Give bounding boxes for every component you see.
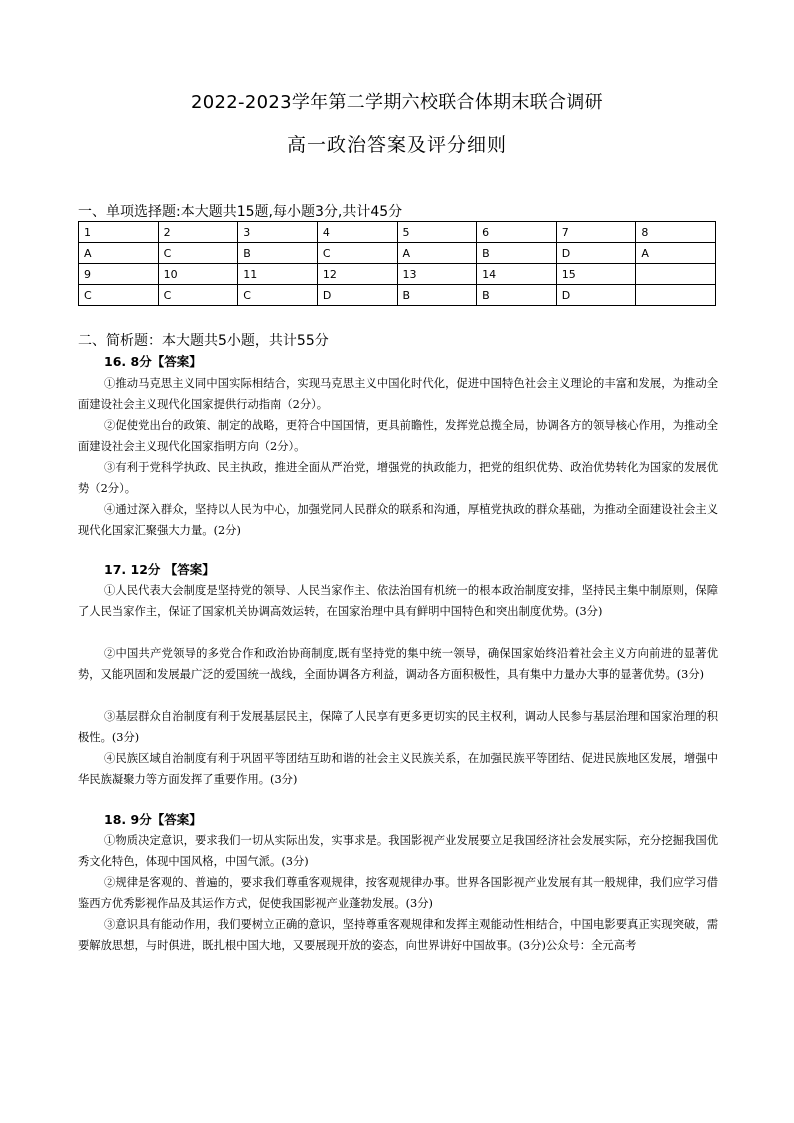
table-cell: 1 [79,222,159,243]
table-cell [636,285,716,306]
table-cell: B [238,243,318,264]
q16-point-2: ②促使党出台的政策、制定的战略，更符合中国国情，更具前瞻性，发挥党总揽全局，协调各方的领导核心作用，为推动全面建设社会主义现代化国家指明方向（2分）。 [78,419,718,454]
section1-heading: 一、单项选择题:本大题共15题,每小题3分,共计45分 [78,204,403,220]
table-cell: 8 [636,222,716,243]
table-cell: B [397,285,477,306]
table-cell: A [79,243,159,264]
table-cell: B [477,243,557,264]
table-cell: 15 [556,264,636,285]
q17-point-1: ①人民代表大会制度是坚持党的领导、人民当家作主、依法治国有机统一的根本政治制度安排，坚持民主集中制原则，保障了人民当家作主，保证了国家机关协调高效运转，在国家治理中具有鲜明中国特色和突出制度优势。(3分) [78,584,718,619]
q16-point-1: ①推动马克思主义同中国实际相结合，实现马克思主义中国化时代化，促进中国特色社会主义理论的丰富和发展，为推动全面建设社会主义现代化国家提供行动指南（2分）。 [78,377,718,412]
table-cell: 12 [317,264,397,285]
q18-point-1: ①物质决定意识，要求我们一切从实际出发，实事求是。我国影视产业发展要立足我国经济社会发展实际，充分挖掘我国优秀文化特色，体现中国风格，中国气派。(3分) [78,834,718,869]
table-cell: 11 [238,264,318,285]
q17-point-4: ④民族区域自治制度有利于巩固平等团结互助和谐的社会主义民族关系，在加强民族平等团结、促进民族地区发展，增强中华民族凝聚力等方面发挥了重要作用。(3分) [78,752,718,787]
table-cell: 3 [238,222,318,243]
table-row [79,243,716,264]
q18-point-3: ③意识具有能动作用，我们要树立正确的意识，坚持尊重客观规律和发挥主观能动性相结合，中国电影要真正实现突破，需要解放思想，与时俱进，既扎根中国大地，又要展现开放的姿态，向世界讲好中国故事。(3分)公众号：全元高考 [78,918,718,953]
table-cell: 2 [158,222,238,243]
q16-point-4: ④通过深入群众，坚持以人民为中心，加强党同人民群众的联系和沟通，厚植党执政的群众基础，为推动全面建设社会主义现代化国家汇聚强大力量。(2分) [78,503,718,538]
table-cell [636,264,716,285]
q18-point-2: ②规律是客观的、普遍的，要求我们尊重客观规律，按客观规律办事。世界各国影视产业发展有其一般规律，我们应学习借鉴西方优秀影视作品及其运作方式，促使我国影视产业蓬勃发展。(3分) [78,876,718,911]
q17-point-2: ②中国共产党领导的多党合作和政治协商制度,既有坚持党的集中统一领导，确保国家始终沿着社会主义方向前进的显著优势，又能巩固和发展最广泛的爱国统一战线，全面协调各方利益，调动各方面积极性，具有集中力量办大事的显著优势。(3分) [78,647,718,682]
answer-table [78,221,716,306]
q16-point-3: ③有利于党科学执政、民主执政，推进全面从严治党，增强党的执政能力，把党的组织优势、政治优势转化为国家的发展优势（2分）。 [78,461,718,496]
table-row [79,264,716,285]
document-subtitle: 高一政治答案及评分细则 [286,134,507,156]
table-cell: C [79,285,159,306]
table-cell: 6 [477,222,557,243]
q18-heading: 18. 9分【答案】 [104,812,202,827]
q17-heading: 17. 12分 【答案】 [104,562,215,577]
table-cell: 9 [79,264,159,285]
table-cell: C [238,285,318,306]
table-cell: 10 [158,264,238,285]
table-cell: 4 [317,222,397,243]
table-cell: 7 [556,222,636,243]
table-cell: D [317,285,397,306]
table-cell: C [158,243,238,264]
q17-point-3: ③基层群众自治制度有利于发展基层民主，保障了人民享有更多更切实的民主权利，调动人民参与基层治理和国家治理的积极性。(3分) [78,710,718,745]
table-cell: B [477,285,557,306]
section2-heading: 二、简析题：本大题共5小题，共计55分 [78,333,329,349]
table-cell: 13 [397,264,477,285]
table-cell: C [317,243,397,264]
table-row [79,222,716,243]
table-cell: A [397,243,477,264]
table-row [79,285,716,306]
table-cell: 5 [397,222,477,243]
table-cell: A [636,243,716,264]
document-title: 2022-2023学年第二学期六校联合体期末联合调研 [191,92,603,113]
table-cell: D [556,285,636,306]
table-cell: 14 [477,264,557,285]
table-cell: D [556,243,636,264]
q16-heading: 16. 8分【答案】 [104,354,202,369]
table-cell: C [158,285,238,306]
